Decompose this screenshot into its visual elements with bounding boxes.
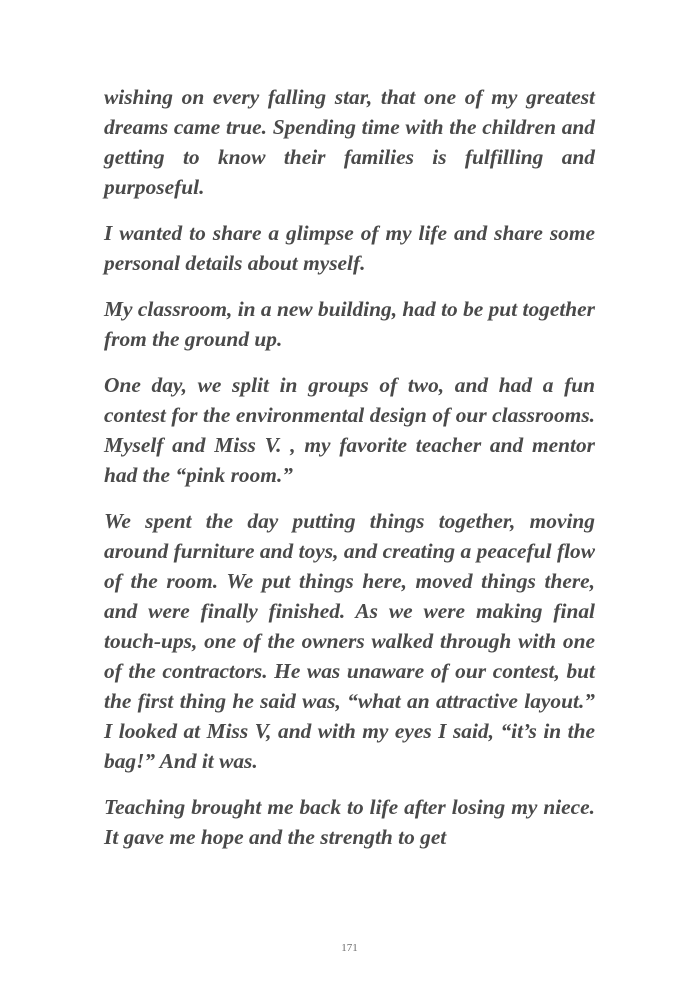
paragraph-classroom: My classroom, in a new building, had to be put together from the ground up.: [104, 297, 595, 351]
paragraph-teaching: Teaching brought me back to life after losing my niece. It gave me hope and the strength to get: [104, 795, 595, 849]
body-text: [104, 82, 595, 852]
paragraph-star-wishes: wishing on every falling star, that one of my greatest dreams came true. Spending time with the children and getting to know their families is fulfilling and purposeful.: [104, 85, 595, 199]
paragraph-personal-details: I wanted to share a glimpse of my life and share some personal details about myself.: [104, 221, 595, 275]
paragraph-contest: One day, we split in groups of two, and had a fun contest for the environmental design of our classrooms. Myself and Miss V. , my favorite teacher and mentor had the “pink room.”: [104, 373, 595, 487]
page-number: 171: [341, 942, 358, 954]
paragraph-pink-room: We spent the day putting things together, moving around furniture and toys, and creating a peaceful flow of the room. We put things here, moved things there, and were finally finished. As we were making final touch-ups, one of the owners walked through with one of the contractors. He was unaware of our contest, but the first thing he said was, “what an attractive layout.” I looked at Miss V, and with my eyes I said, “it’s in the bag!” And it was.: [104, 509, 595, 773]
